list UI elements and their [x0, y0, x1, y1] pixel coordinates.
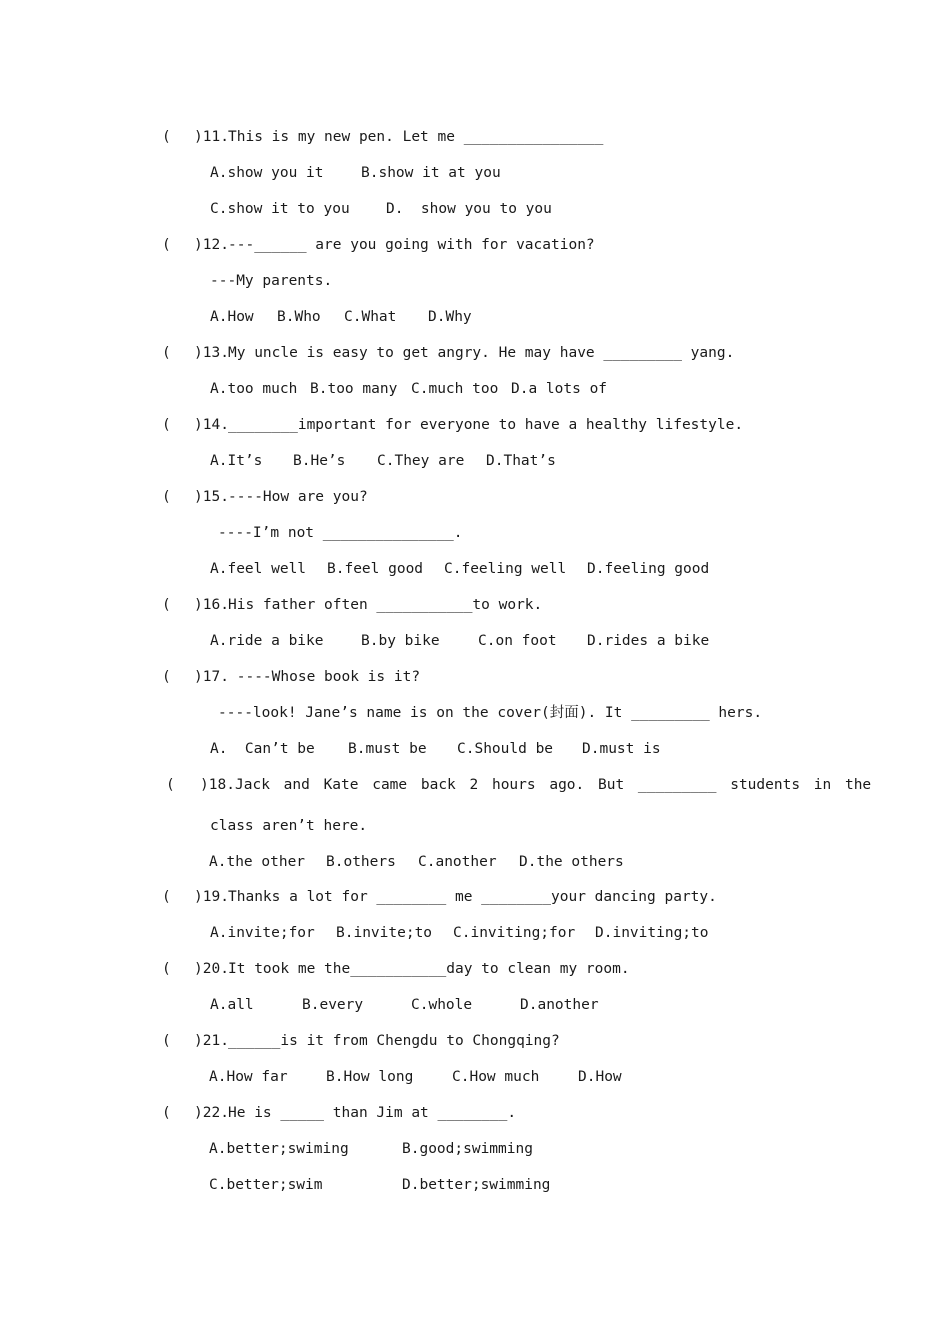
option: B.every: [302, 997, 364, 1013]
option: C.feeling well: [444, 561, 567, 577]
question-number: )11.: [194, 129, 229, 145]
option: D.rides a bike: [587, 633, 710, 649]
option: C.another: [418, 854, 497, 870]
option: B.by bike: [361, 633, 440, 649]
option: C.Should be: [457, 741, 554, 757]
question-stem: ________important for everyone to have a healthy lifestyle.: [228, 417, 744, 433]
question-stem: His father often ___________to work.: [228, 597, 543, 613]
option: D.better;swimming: [402, 1177, 551, 1193]
option: A.all: [210, 997, 254, 1013]
option: B.feel good: [327, 561, 424, 577]
answer-paren: (: [162, 961, 171, 977]
option: A.too much: [210, 381, 298, 397]
answer-paren: (: [162, 129, 171, 145]
option: D.the others: [519, 854, 624, 870]
question-extra: ---My parents.: [210, 273, 333, 289]
question-extra: class aren’t here.: [210, 818, 368, 834]
option: B.He’s: [293, 453, 346, 469]
option: D.a lots of: [511, 381, 608, 397]
option: B.show it at you: [361, 165, 501, 181]
option: A.ride a bike: [210, 633, 324, 649]
option: B.How long: [326, 1069, 414, 1085]
question-stem: ----How are you?: [228, 489, 368, 505]
answer-paren: (: [162, 489, 171, 505]
option: C.much too: [411, 381, 499, 397]
option: B.others: [326, 854, 396, 870]
answer-paren: (: [166, 777, 175, 793]
question-number: )22.: [194, 1105, 229, 1121]
option: B.good;swimming: [402, 1141, 533, 1157]
question-stem: ----Whose book is it?: [228, 669, 421, 685]
option: D.must is: [582, 741, 661, 757]
question-extra: ----I’m not _______________.: [218, 525, 463, 541]
question-number: )12.: [194, 237, 229, 253]
option: A. Can’t be: [210, 741, 315, 757]
option: C.What: [344, 309, 397, 325]
option: A.It’s: [210, 453, 263, 469]
option: D.inviting;to: [595, 925, 709, 941]
question-stem: Jack and Kate came back 2 hours ago. But _________ students in the: [235, 777, 872, 793]
question-stem: ______is it from Chengdu to Chongqing?: [228, 1033, 560, 1049]
question-stem: He is _____ than Jim at ________.: [228, 1105, 517, 1121]
option: C.on foot: [478, 633, 557, 649]
question-stem: It took me the___________day to clean my room.: [228, 961, 630, 977]
option: D.Why: [428, 309, 472, 325]
answer-paren: (: [162, 237, 171, 253]
option: D.How: [578, 1069, 622, 1085]
question-number: )15.: [194, 489, 229, 505]
question-number: )21.: [194, 1033, 229, 1049]
option: B.invite;to: [336, 925, 433, 941]
option: C.whole: [411, 997, 473, 1013]
question-number: )19.: [194, 889, 229, 905]
question-number: )17.: [194, 669, 229, 685]
option: A.better;swiming: [209, 1141, 349, 1157]
question-number: )20.: [194, 961, 229, 977]
option: D.That’s: [486, 453, 556, 469]
option: A.the other: [209, 854, 306, 870]
answer-paren: (: [162, 669, 171, 685]
option: A.How far: [209, 1069, 288, 1085]
option: A.invite;for: [210, 925, 315, 941]
option: D.feeling good: [587, 561, 710, 577]
answer-paren: (: [162, 889, 171, 905]
option: C.inviting;for: [453, 925, 576, 941]
question-number: )13.: [194, 345, 229, 361]
answer-paren: (: [162, 1033, 171, 1049]
option: D.another: [520, 997, 599, 1013]
option: C.How much: [452, 1069, 540, 1085]
option: C.better;swim: [209, 1177, 323, 1193]
question-number: )18.: [200, 777, 235, 793]
question-stem: My uncle is easy to get angry. He may have _________ yang.: [228, 345, 735, 361]
question-stem: This is my new pen. Let me ________________: [228, 129, 604, 145]
option: D. show you to you: [386, 201, 552, 217]
question-stem: Thanks a lot for ________ me ________your dancing party.: [228, 889, 717, 905]
answer-paren: (: [162, 417, 171, 433]
option: C.They are: [377, 453, 465, 469]
option: C.show it to you: [210, 201, 350, 217]
option: B.too many: [310, 381, 398, 397]
question-stem: ---______ are you going with for vacation?: [228, 237, 595, 253]
option: A.feel well: [210, 561, 307, 577]
answer-paren: (: [162, 1105, 171, 1121]
question-extra: ----look! Jane’s name is on the cover(封面). It _________ hers.: [218, 705, 763, 721]
answer-paren: (: [162, 597, 171, 613]
option: A.show you it: [210, 165, 324, 181]
answer-paren: (: [162, 345, 171, 361]
option: B.Who: [277, 309, 321, 325]
question-number: )14.: [194, 417, 229, 433]
question-number: )16.: [194, 597, 229, 613]
option: B.must be: [348, 741, 427, 757]
option: A.How: [210, 309, 254, 325]
